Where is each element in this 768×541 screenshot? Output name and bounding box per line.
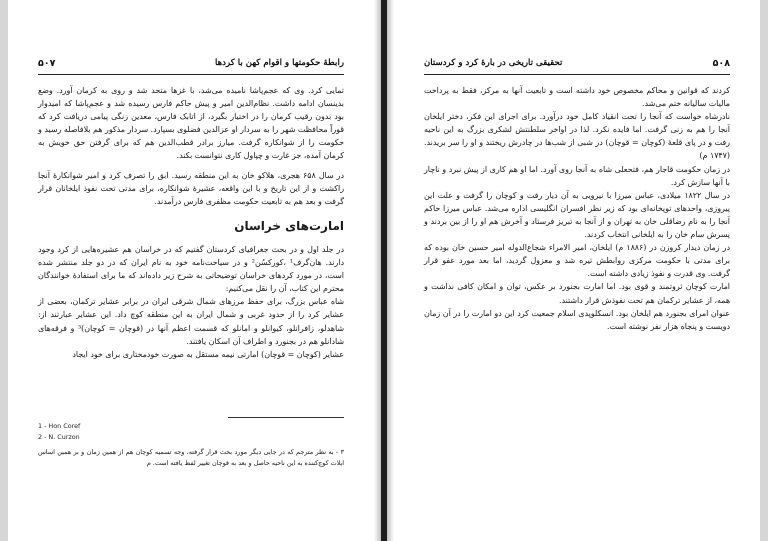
left-section-paragraph-3: عشایر (کوچان = قوچان) امارتی نیمه مستقل به صورت خودمختاری برای خود ایجاد (72, 349, 344, 359)
left-page-number: ۵۰۷ (38, 58, 56, 69)
left-page-header (38, 58, 344, 75)
footnote-3: ۳ - به نظر مترجم که در جایی دیگر مورد بحث قرار گرفته، وجه تسمیه کوچان هم از همین زمان و بر همین اساس ایلات کوچ‌کننده به این ناحیه حاصل و بعد به قوچان تغییر لفظ یافته است. م (38, 448, 344, 467)
left-page (8, 0, 374, 541)
right-page (394, 0, 760, 541)
left-paragraph-2: در سال ۶۵۸ هجری، هلاکو خان به این منطقه رسید. ابق را تصرف کرد و امیر شوانکارهٔ آنجا راکشت و از این تاریخ و با این واقعه، عشیرهٔ شوانکاره، برای مدتی تحت نفوذ ایلخانان قرار گرفت و بعد هم به تابعیت حکومت مظفری فارس درآمدند. (38, 170, 344, 206)
left-running-title: رابطهٔ حکومتها و اقوام کهن با کردها (214, 58, 344, 68)
right-paragraph-2: نادرشاه خواست که آنجا را تحت انقیاد کامل خود درآورد. برای اجرای این فکر، دختر ایلخان آنجا را هم به زنی گرفت. اما فایده نکرد. لذا در اواخر سلطنتش لشکری بزرگ به این ناحیه رفت و در پای قلعهٔ (کوچان = قوچان) در شبی از شب‌ها در چادرش ریختند و او را سر بریدند. (۱۷۴۷ م) (424, 112, 730, 161)
right-page-number: ۵۰۸ (712, 58, 730, 69)
left-section-paragraph-1: در جلد اول و در بحث جغرافیای کردستان گفتیم که در خراسان هم عشیره‌هایی از کرد وجود دارند. هان‌گرف¹ ،کورکسُن² و در سیاحت‌نامه خود به نام ایران که در دو جلد منتشر شده است، در مورد کردهای خراسان توضیحاتی به شرح زیر داده‌اند که ما برای استفادهٔ خوانندگان محترم این کتاب، آن را نقل می‌کنیم: (38, 244, 344, 294)
right-paragraph-5: در زمان دیدار کروزن در (۱۸۸۶ م) ایلخان، امیر الامراء شجاع‌الدوله امیر حسین خان بوده که برای مدتی با حکومت مرکزی روابطش تیره شد و معزول گردید، اما بعد مورد عفو قرار گرفت. وی قدرت و نفوذ زیادی داشته است. (424, 243, 730, 279)
right-paragraph-6: امارت کوچان ثروتمند و قوی بود. اما امارت بجنورد بر عکس، توان و امکان کافی نداشت و همه، از عشایر ترکمان هم تحت نفوذش قرار داشتند. (424, 282, 730, 305)
spine-shadow-right (387, 0, 394, 541)
right-paragraph-7: عنوان امرای بجنورد هم ایلخان بود. انسکلوپدی اسلام جمعیت کرد این دو امارت را در آن زمان دویست و پنجاه هزار نفر نوشته است. (424, 308, 730, 331)
right-paragraph-3: در زمان حکومت قاجار هم، فتحعلی شاه به آنجا روی آورد. اما او هم کاری از پیش نبرد و ناچار با آنها سازش کرد. (424, 164, 730, 187)
left-section-paragraph-2: شاه عباس بزرگ، برای حفظ مرزهای شمال شرقی ایران در برابر عشایر ترکمان، بعضی از عشایر کرد را از حدود غربی و شمال ایران به این منطقه کوچ داد. این عشایر عبارتند از: شاهدلو، زافرانلو، کیوانلو و امانلو که قسمت اعظم آنها در (قوچان = کوچان)³ و فرقه‌های شادانلو هم در بجنورد و اطراف آن اسکان یافتند. (38, 297, 344, 346)
section-title-khorasan: امارت‌های خراسان (234, 218, 344, 233)
right-running-title: تحقیقی تاریخی در بارهٔ کرد و کردستان (424, 58, 563, 68)
footnote-rule (228, 417, 344, 418)
footnote-1: 1 - Hon Coref (38, 422, 81, 430)
right-paragraph-1: کردند که قوانین و محاکم مخصوص خود داشته است و تابعیت آنها به مرکز، فقط به پرداخت مالیات سالیانه ختم می‌شد. (424, 86, 730, 109)
left-paragraph-1: تمایی کرد. وی که عجم‌پاشا نامیده می‌شد، با غزها متحد شد و روی به کرمان آورد. وضع بدینسان ادامه داشت. نظام‌الدین امیر و پیش حاکم فارس رسیده شد و عجم‌پاشا که امیدوار بود بدون رقیب کرمان را در اختیار بگیرد، از اتابک فارس، معدین زنگی پیامی دریافت کرد که قوراً محافظت شهر را به سردار او عزالدین فضلوی بسپارد. سردار مذکور هم بلافاصله رسید و حکومت را از شوانکاره گرفت. میارز برادر قطب‌الدین هم که برای گرفتن حق خویش به کرمان آمده، جز غارت و چپاول کاری نتوانست بکند. (38, 86, 344, 161)
right-paragraph-4: در سال ۱۸۲۲ میلادی، عباس میرزا با نیرویی به آن دیار رفت و کوچان را گرفت و علت این پیروزی، واحدهای توپخانه‌ای بود که زیر نظر افسران انگلیسی اداره می‌شد. عباس میرزا حاکم آنجا را به نام رضاقلی خان به تهران و از آنجا به تبریز فرستاد و آخرش هم او را از بین بردند و پسرش سام خان را به ایلخانی انتخاب کردند. (424, 190, 730, 240)
spine-shadow-left (374, 0, 381, 541)
right-body-text (424, 84, 730, 333)
left-body-text (38, 84, 344, 361)
footnotes (38, 421, 344, 469)
right-page-header (424, 58, 730, 75)
footnote-2: 2 - N. Curzon (38, 433, 80, 441)
